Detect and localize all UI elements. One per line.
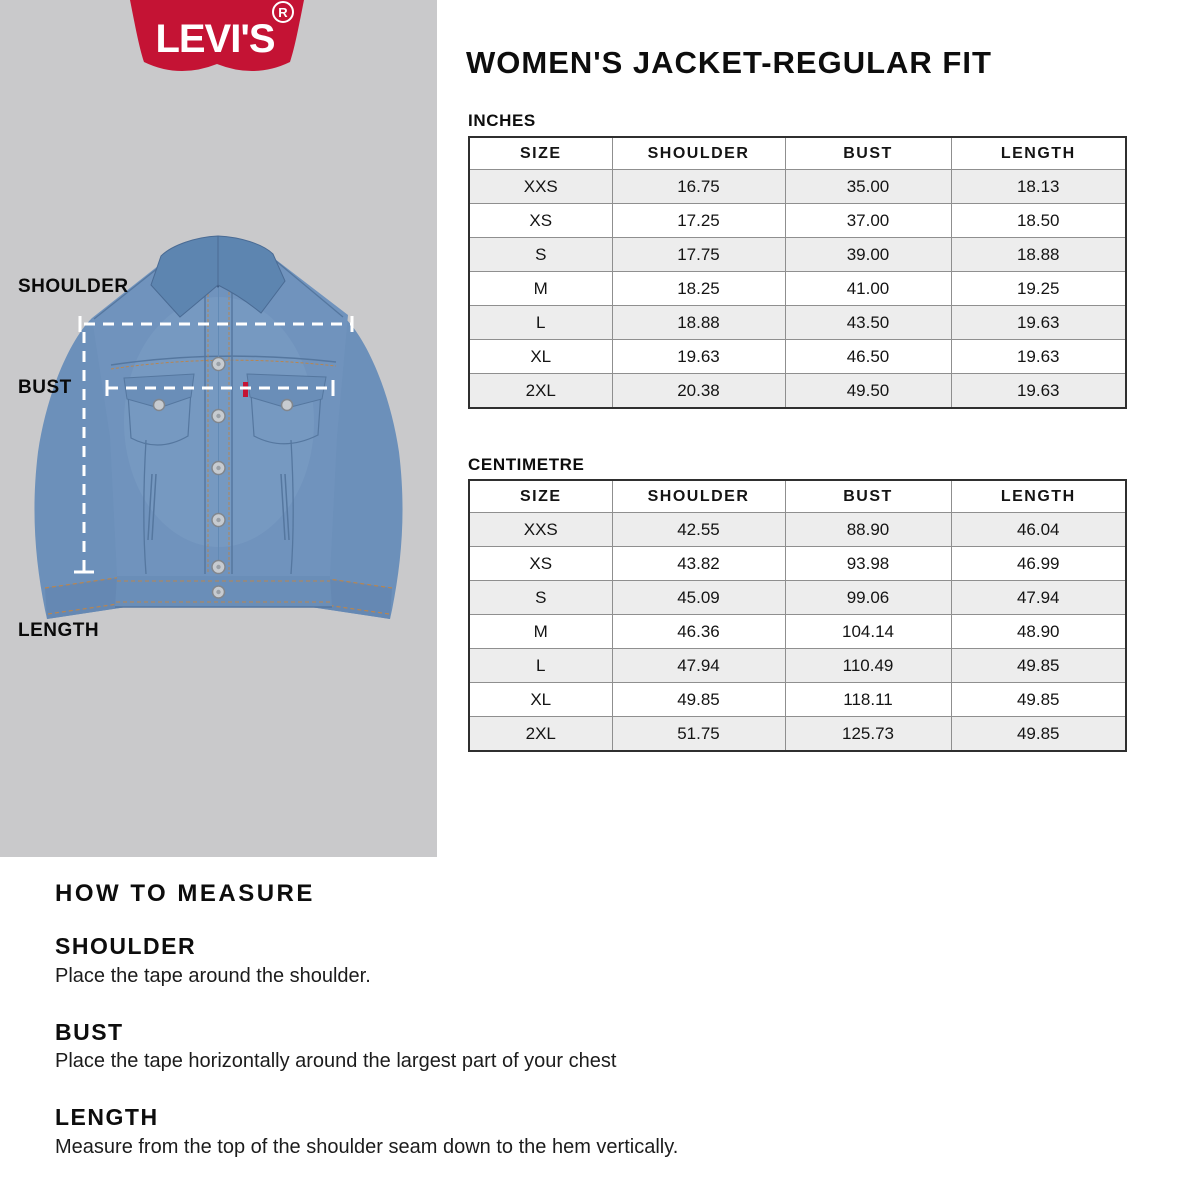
size-cell: M [469,272,612,306]
length-cell: 18.13 [951,170,1126,204]
table-row [469,204,1126,238]
bust-cell: 37.00 [785,204,951,238]
shoulder-cell: 46.36 [612,615,785,649]
centimetre-table [468,479,1127,752]
size-cell: 2XL [469,717,612,752]
column-header: LENGTH [951,480,1126,513]
bust-cell: 93.98 [785,547,951,581]
table-row [469,374,1126,409]
shoulder-cell: 17.75 [612,238,785,272]
bust-cell: 41.00 [785,272,951,306]
bust-measure-label: BUST [18,377,72,398]
length-cell: 46.99 [951,547,1126,581]
shoulder-cell: 42.55 [612,513,785,547]
shoulder-measure-label: SHOULDER [18,276,129,297]
bust-cell: 104.14 [785,615,951,649]
table-header-row [469,137,1126,170]
bust-cell: 35.00 [785,170,951,204]
bust-cell: 49.50 [785,374,951,409]
size-cell: S [469,238,612,272]
column-header: LENGTH [951,137,1126,170]
size-cell: XS [469,547,612,581]
length-cell: 49.85 [951,649,1126,683]
length-section-text: Measure from the top of the shoulder seam down to the hem vertically. [55,1136,679,1158]
bust-section-text: Place the tape horizontally around the largest part of your chest [55,1050,617,1072]
table-row [469,581,1126,615]
length-measure-label: LENGTH [18,620,100,641]
how-to-measure-title: HOW TO MEASURE [55,880,315,907]
column-header: SHOULDER [612,137,785,170]
length-cell: 19.63 [951,306,1126,340]
shoulder-cell: 47.94 [612,649,785,683]
column-header: SHOULDER [612,480,785,513]
table-row [469,513,1126,547]
column-header: BUST [785,480,951,513]
size-cell: XXS [469,170,612,204]
shoulder-cell: 51.75 [612,717,785,752]
bust-cell: 39.00 [785,238,951,272]
size-cell: XS [469,204,612,238]
bust-cell: 43.50 [785,306,951,340]
shoulder-cell: 43.82 [612,547,785,581]
length-cell: 48.90 [951,615,1126,649]
bust-cell: 110.49 [785,649,951,683]
bust-cell: 125.73 [785,717,951,752]
table-row [469,340,1126,374]
length-cell: 18.50 [951,204,1126,238]
shoulder-cell: 45.09 [612,581,785,615]
length-cell: 19.63 [951,374,1126,409]
table-row [469,306,1126,340]
shoulder-cell: 19.63 [612,340,785,374]
size-cell: XL [469,340,612,374]
table-header-row [469,480,1126,513]
size-cell: L [469,649,612,683]
shoulder-cell: 16.75 [612,170,785,204]
product-panel [0,0,437,857]
column-header: SIZE [469,137,612,170]
bust-section-heading: BUST [55,1019,124,1045]
length-section-heading: LENGTH [55,1104,159,1130]
centimetre-table-label: CENTIMETRE [468,455,585,474]
length-cell: 19.63 [951,340,1126,374]
length-cell: 49.85 [951,717,1126,752]
table-row [469,238,1126,272]
registered-mark-letter: R [278,5,288,20]
size-cell: S [469,581,612,615]
table-row [469,615,1126,649]
bust-cell: 99.06 [785,581,951,615]
levis-logo-icon [130,0,305,78]
table-row [469,717,1126,752]
size-cell: M [469,615,612,649]
shoulder-section-text: Place the tape around the shoulder. [55,965,371,987]
bust-cell: 88.90 [785,513,951,547]
table-row [469,170,1126,204]
shoulder-cell: 20.38 [612,374,785,409]
shoulder-cell: 49.85 [612,683,785,717]
table-row [469,683,1126,717]
logo-wordmark: LEVI'S [155,17,275,61]
shoulder-section-heading: SHOULDER [55,933,197,959]
bust-cell: 46.50 [785,340,951,374]
size-cell: XXS [469,513,612,547]
column-header: BUST [785,137,951,170]
length-cell: 18.88 [951,238,1126,272]
shoulder-cell: 18.25 [612,272,785,306]
page-title: WOMEN'S JACKET-REGULAR FIT [466,45,992,80]
length-cell: 47.94 [951,581,1126,615]
table-row [469,547,1126,581]
length-cell: 19.25 [951,272,1126,306]
inches-table [468,136,1127,409]
table-row [469,649,1126,683]
size-cell: XL [469,683,612,717]
length-cell: 46.04 [951,513,1126,547]
table-row [469,272,1126,306]
length-cell: 49.85 [951,683,1126,717]
bust-cell: 118.11 [785,683,951,717]
shoulder-cell: 18.88 [612,306,785,340]
column-header: SIZE [469,480,612,513]
shoulder-cell: 17.25 [612,204,785,238]
size-cell: 2XL [469,374,612,409]
inches-table-label: INCHES [468,111,536,130]
size-cell: L [469,306,612,340]
